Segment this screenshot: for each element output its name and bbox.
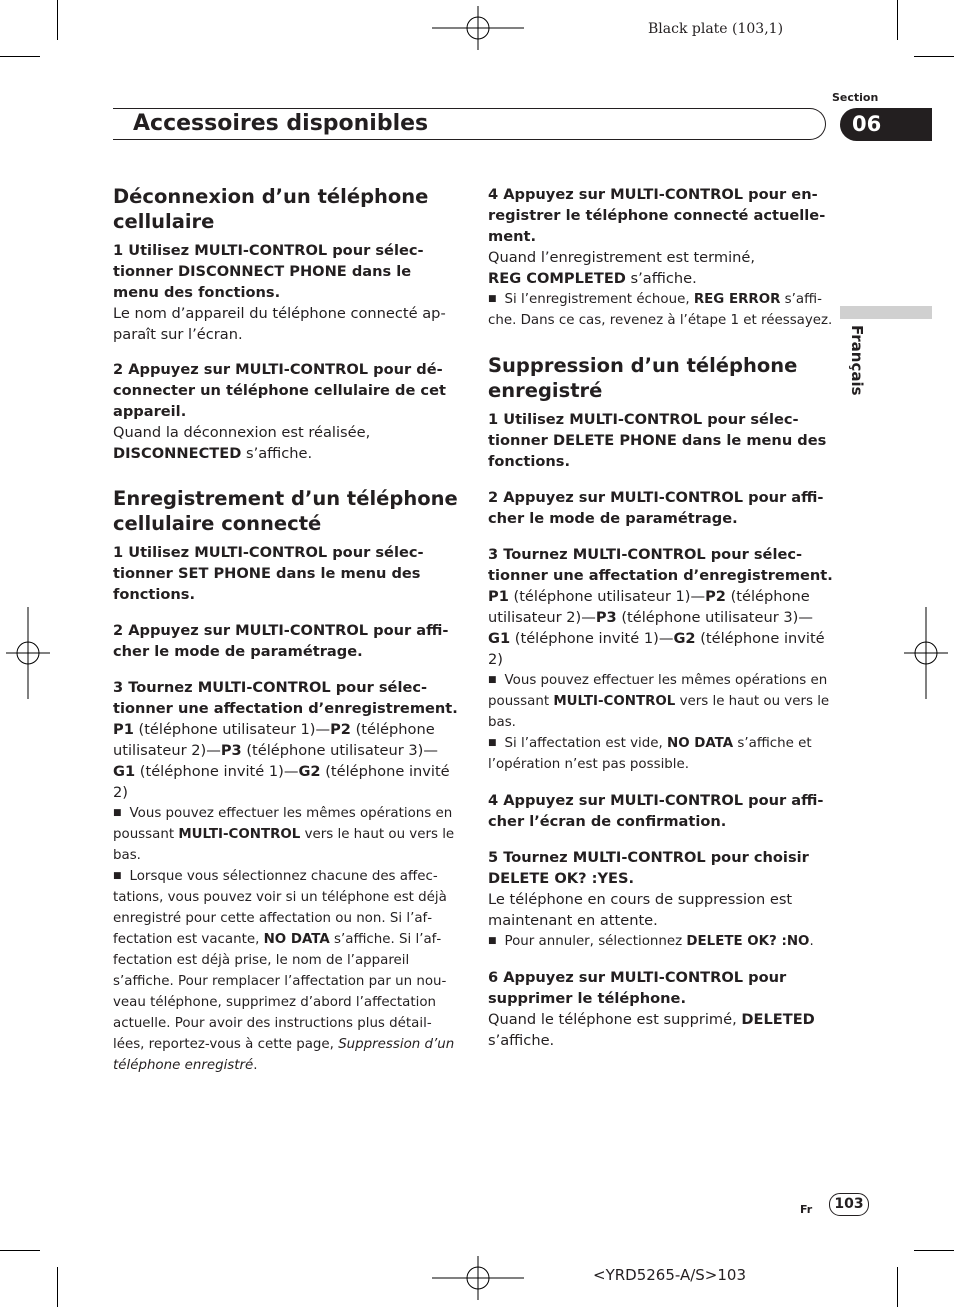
- step-2: 2 Appuyez sur MULTI-CONTROL pour déconnecter un téléphone cellulaire de cet appareil.: [113, 361, 446, 420]
- crop-mark: [0, 56, 40, 57]
- crop-mark: [897, 1267, 898, 1307]
- section-label: Section: [832, 91, 879, 104]
- crop-mark: [57, 0, 58, 40]
- bullet-square-icon: ■: [488, 675, 497, 685]
- registration-mark-icon: [6, 607, 50, 699]
- note: ■ Lorsque vous sélectionnez chacune des affectations, vous pouvez voir si un téléphone est déjà enregistré pour cette affectation ou non. Si l’affectation est vacante, NO DATA s’affiche. Si l’affectation est déjà prise, le nom de l’appareil s’affiche. Pour remplacer l’affectation par un nouveau téléphone, supprimez d’abord l’affectation actuelle. Pour avoir des instructions plus détaillées, reportez-vous à cette page, Suppression d’un téléphone enregistré.: [113, 869, 455, 1073]
- body-text: Quand l’enregistrement est terminé, REG COMPLETED s’affiche.: [488, 249, 756, 287]
- note: ■ Vous pouvez effectuer les mêmes opérations en poussant MULTI-CONTROL vers le haut ou vers le bas.: [488, 673, 830, 730]
- footer-code: <YRD5265-A/S>103: [593, 1266, 746, 1284]
- step-1: 1 Utilisez MULTI-CONTROL pour sélectionner SET PHONE dans le menu des fonctions.: [113, 544, 424, 603]
- body-text: Quand le téléphone est supprimé, DELETED s’affiche.: [488, 1011, 815, 1049]
- registration-mark-icon: [904, 607, 948, 699]
- body-text: Quand la déconnexion est réalisée, DISCONNECTED s’affiche.: [113, 424, 371, 462]
- body-text: P1 (téléphone utilisateur 1)—P2 (téléphone utilisateur 2)—P3 (téléphone utilisateur 3)—G1 (téléphone invité 1)—G2 (téléphone invité 2): [113, 721, 450, 801]
- step-6: 6 Appuyez sur MULTI-CONTROL pour supprimer le téléphone.: [488, 969, 787, 1007]
- heading-delete: Suppression d’un téléphone enregistré: [488, 354, 798, 402]
- right-column: [488, 184, 833, 1051]
- step-5: 5 Tournez MULTI-CONTROL pour choisir DELETE OK? :YES.: [488, 849, 809, 887]
- section-number: 06: [840, 108, 932, 141]
- crop-mark: [897, 0, 898, 40]
- crop-mark: [914, 56, 954, 57]
- page-language-code: Fr: [800, 1203, 813, 1216]
- step-1: 1 Utilisez MULTI-CONTROL pour sélectionner DISCONNECT PHONE dans le menu des fonctions.: [113, 242, 424, 301]
- step-4: 4 Appuyez sur MULTI-CONTROL pour enregistrer le téléphone connecté actuellement.: [488, 186, 826, 245]
- body-text: P1 (téléphone utilisateur 1)—P2 (téléphone utilisateur 2)—P3 (téléphone utilisateur 3)—G1 (téléphone invité 1)—G2 (téléphone invité 2): [488, 588, 825, 668]
- registration-mark-icon: [432, 6, 524, 50]
- language-label: Français: [848, 325, 866, 396]
- bullet-square-icon: ■: [113, 808, 122, 818]
- bullet-square-icon: ■: [488, 738, 497, 748]
- body-text: Le nom d’appareil du téléphone connecté apparaît sur l’écran.: [113, 305, 446, 343]
- heading-disconnect: Déconnexion d’un téléphone cellulaire: [113, 185, 429, 233]
- step-4: 4 Appuyez sur MULTI-CONTROL pour afficher l’écran de confirmation.: [488, 792, 824, 830]
- page-title: Accessoires disponibles: [133, 111, 429, 136]
- step-1: 1 Utilisez MULTI-CONTROL pour sélectionner DELETE PHONE dans le menu des fonctions.: [488, 411, 827, 470]
- step-3: 3 Tournez MULTI-CONTROL pour sélectionner une affectation d’enregistrement.: [488, 546, 833, 584]
- page-number: 103: [829, 1193, 869, 1216]
- bullet-square-icon: ■: [113, 871, 122, 881]
- body-text: Le téléphone en cours de suppression est maintenant en attente.: [488, 891, 793, 929]
- step-2: 2 Appuyez sur MULTI-CONTROL pour afficher le mode de paramétrage.: [488, 489, 824, 527]
- crop-mark: [57, 1267, 58, 1307]
- plate-label: Black plate (103,1): [648, 21, 784, 37]
- step-2: 2 Appuyez sur MULTI-CONTROL pour afficher le mode de paramétrage.: [113, 622, 449, 660]
- registration-mark-icon: [432, 1256, 524, 1300]
- language-tab: [840, 306, 932, 319]
- note: ■ Si l’affectation est vide, NO DATA s’affiche et l’opération n’est pas possible.: [488, 736, 812, 772]
- bullet-square-icon: ■: [488, 936, 497, 946]
- heading-register: Enregistrement d’un téléphone cellulaire connecté: [113, 487, 458, 535]
- left-column: [113, 184, 458, 1076]
- crop-mark: [914, 1250, 954, 1251]
- note: ■ Vous pouvez effectuer les mêmes opérations en poussant MULTI-CONTROL vers le haut ou vers le bas.: [113, 806, 455, 863]
- note: ■ Si l’enregistrement échoue, REG ERROR s’affiche. Dans ce cas, revenez à l’étape 1 et réessayez.: [488, 292, 833, 328]
- bullet-square-icon: ■: [488, 294, 497, 304]
- note: ■ Pour annuler, sélectionnez DELETE OK? :NO.: [488, 934, 814, 949]
- step-3: 3 Tournez MULTI-CONTROL pour sélectionner une affectation d’enregistrement.: [113, 679, 458, 717]
- crop-mark: [0, 1250, 40, 1251]
